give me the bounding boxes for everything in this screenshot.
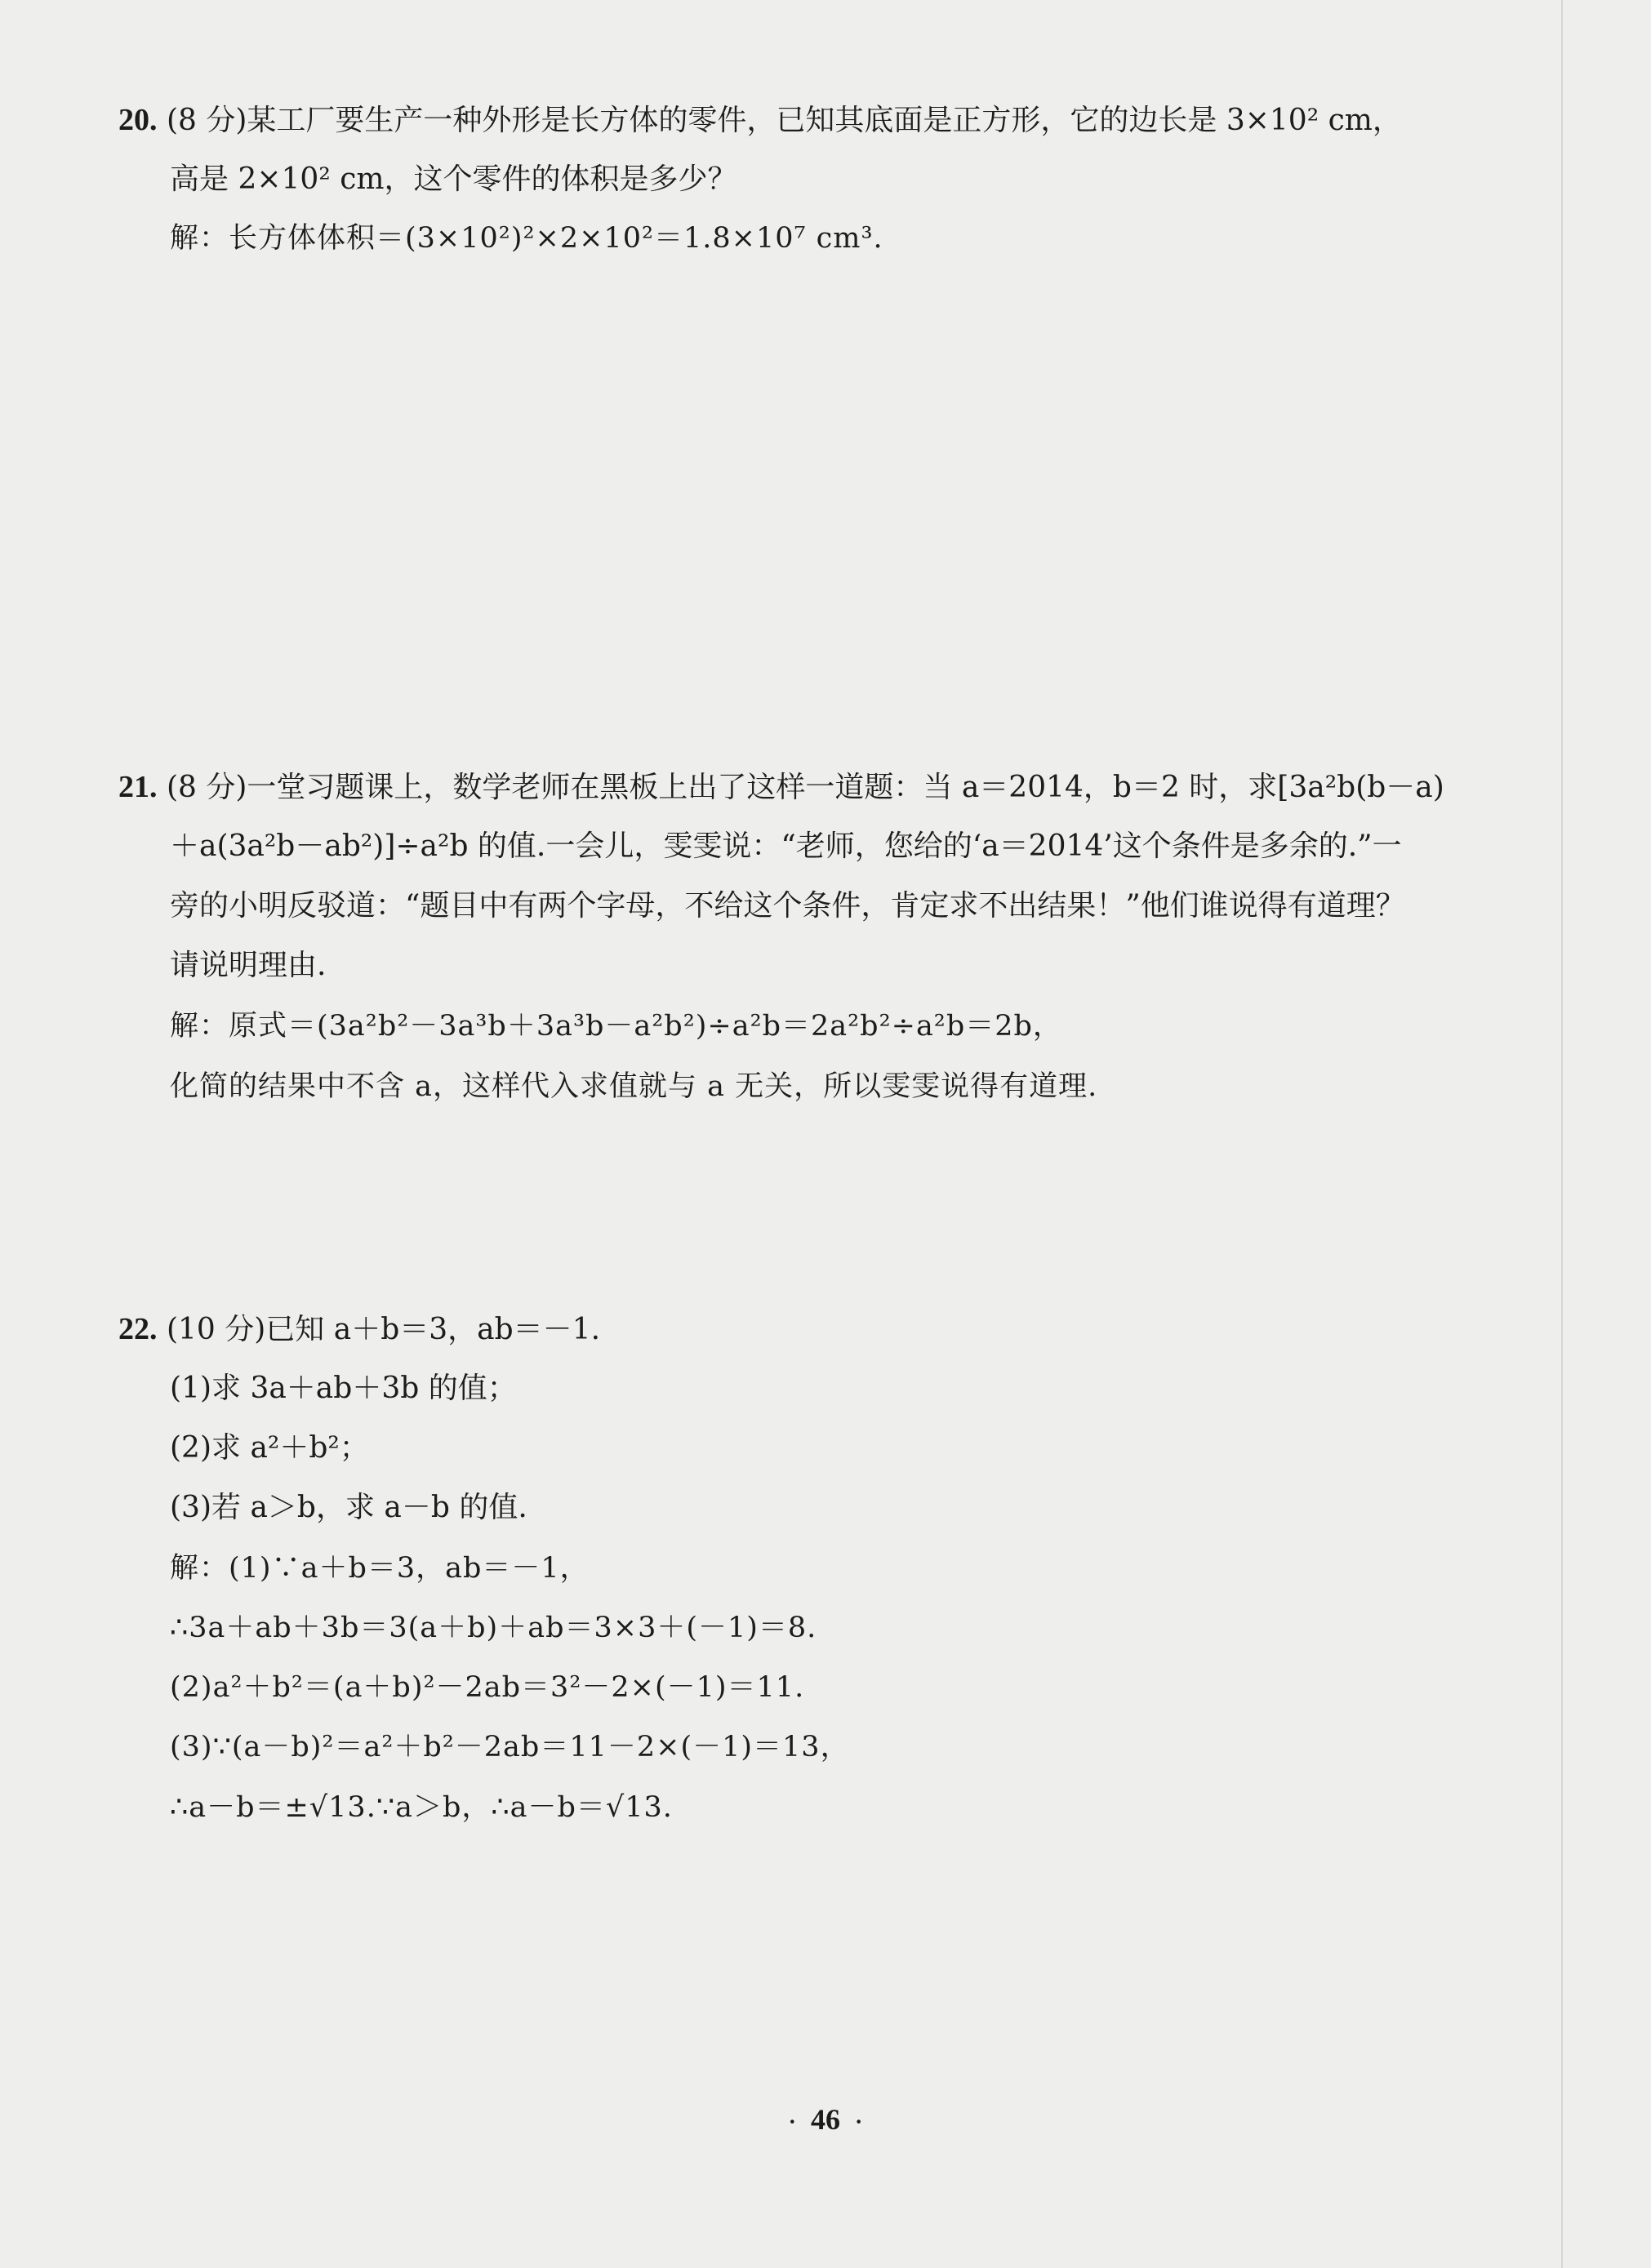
problem-21-solution-1: 解：原式＝(3a²b²－3a³b＋3a³b－a²b²)÷a²b＝2a²b²÷a²b＝2b， <box>170 1010 1062 1043</box>
problem-22-part-3: (3)若 a＞b，求 a－b 的值. <box>170 1491 527 1524</box>
problem-22-solution-1: 解：(1)∵a＋b＝3，ab＝－1， <box>170 1552 590 1585</box>
page-number-dot-right: · <box>855 2109 863 2135</box>
problem-22-solution-4: (3)∵(a－b)²＝a²＋b²－2ab＝11－2×(－1)＝13， <box>170 1731 850 1763</box>
problem-22-number: 22. <box>118 1312 158 1346</box>
problem-20-line-1 <box>118 100 1402 140</box>
problem-20-number: 20. <box>118 103 158 137</box>
problem-22-text: (10 分)已知 a＋b＝3，ab＝－1. <box>166 1313 601 1346</box>
page-number-value: 46 <box>811 2103 840 2136</box>
problem-21-solution-2: 化简的结果中不含 a，这样代入求值就与 a 无关，所以雯雯说得有道理. <box>170 1070 1098 1103</box>
problem-21-line-1 <box>118 767 1444 807</box>
problem-21-line-2: ＋a(3a²b－ab²)]÷a²b 的值.一会儿，雯雯说：“老师，您给的‘a＝2014’这个条件是多余的.”一 <box>170 829 1402 863</box>
problem-21-number: 21. <box>118 770 158 804</box>
problem-21-line-4: 请说明理由. <box>170 949 327 982</box>
problem-22-solution-2: ∴3a＋ab＋3b＝3(a＋b)＋ab＝3×3＋(－1)＝8. <box>170 1612 817 1644</box>
page-number <box>0 2102 1651 2137</box>
page-number-dot-left: · <box>788 2109 796 2135</box>
problem-20-solution-1: 解：长方体体积＝(3×10²)²×2×10²＝1.8×10⁷ cm³. <box>170 222 883 255</box>
problem-22-part-1: (1)求 3a＋ab＋3b 的值； <box>170 1372 517 1405</box>
problem-20-line-2: 高是 2×10² cm，这个零件的体积是多少？ <box>170 162 737 196</box>
problem-22-solution-5: ∴a－b＝±√13.∵a＞b，∴a－b＝√13. <box>170 1791 673 1824</box>
problem-22-part-2: (2)求 a²＋b²； <box>170 1431 369 1465</box>
problem-21-text: (8 分)一堂习题课上，数学老师在黑板上出了这样一道题：当 a＝2014，b＝2 时，求[3a²b(b－a) <box>166 771 1444 804</box>
problem-21-line-3: 旁的小明反驳道：“题目中有两个字母，不给这个条件，肯定求不出结果！”他们谁说得有道理？ <box>170 889 1405 923</box>
problem-20-text: (8 分)某工厂要生产一种外形是长方体的零件，已知其底面是正方形，它的边长是 3×10² cm， <box>166 104 1402 137</box>
page-edge-divider <box>1561 0 1563 2268</box>
problem-22-solution-3: (2)a²＋b²＝(a＋b)²－2ab＝3²－2×(－1)＝11. <box>170 1671 805 1704</box>
problem-22-line-1 <box>118 1310 600 1350</box>
